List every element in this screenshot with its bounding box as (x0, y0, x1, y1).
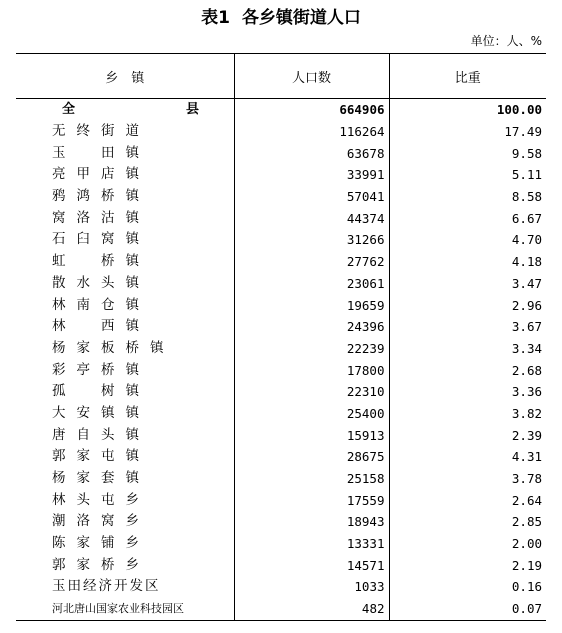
town-name: 潮洛窝乡 (52, 513, 150, 530)
town-name: 郭家屯镇 (52, 448, 150, 465)
share-value: 2.19 (389, 554, 546, 576)
population-value: 15913 (234, 424, 389, 446)
town-name: 杨家板桥镇 (52, 339, 175, 356)
population-value: 17800 (234, 359, 389, 381)
population-value: 482 (234, 598, 389, 620)
population-value: 1033 (234, 576, 389, 598)
town-name: 玉 田镇 (52, 144, 150, 161)
page-title (0, 6, 562, 30)
town-name: 唐自头镇 (52, 426, 150, 443)
town-name: 彩亭桥镇 (52, 361, 150, 378)
share-value: 9.58 (389, 142, 546, 164)
total-label-right: 县 (186, 102, 200, 117)
population-value: 23061 (234, 273, 389, 295)
town-name: 孤 树镇 (52, 383, 150, 400)
table-row (16, 533, 546, 555)
share-value: 6.67 (389, 207, 546, 229)
header-population: 人口数 (234, 54, 389, 99)
unit-note: 单位：人、% (470, 34, 542, 48)
town-name: 散水头镇 (52, 274, 150, 291)
table-row (16, 446, 546, 468)
table-row (16, 511, 546, 533)
total-label-left: 全 (62, 102, 76, 117)
table-row (16, 186, 546, 208)
share-value: 3.34 (389, 338, 546, 360)
town-name: 窝洛沽镇 (52, 209, 150, 226)
share-value: 0.07 (389, 598, 546, 620)
population-value: 14571 (234, 554, 389, 576)
town-name: 亮甲店镇 (52, 166, 150, 183)
share-value: 4.18 (389, 251, 546, 273)
share-value: 2.64 (389, 489, 546, 511)
share-value: 2.85 (389, 511, 546, 533)
population-value: 57041 (234, 186, 389, 208)
share-value: 2.39 (389, 424, 546, 446)
table-row (16, 598, 546, 620)
town-name: 鸦鸿桥镇 (52, 188, 150, 205)
share-value: 4.70 (389, 229, 546, 251)
population-value: 116264 (234, 121, 389, 143)
table-title: 各乡镇街道人口 (241, 8, 361, 28)
town-name: 林头屯乡 (52, 491, 150, 508)
total-share: 100.00 (389, 99, 546, 121)
table-row (16, 273, 546, 295)
population-value: 44374 (234, 207, 389, 229)
share-value: 3.36 (389, 381, 546, 403)
town-name: 林 西镇 (52, 318, 150, 335)
share-value: 5.11 (389, 164, 546, 186)
table-row (16, 338, 546, 360)
share-value: 2.00 (389, 533, 546, 555)
header-row (16, 54, 546, 99)
header-share: 比重 (389, 54, 546, 99)
share-value: 8.58 (389, 186, 546, 208)
town-name: 大安镇镇 (52, 404, 150, 421)
population-value: 25158 (234, 468, 389, 490)
table-row (16, 251, 546, 273)
population-value: 31266 (234, 229, 389, 251)
town-name: 虹 桥镇 (52, 253, 150, 270)
table-row (16, 294, 546, 316)
total-row (16, 99, 546, 121)
town-name: 河北唐山国家农业科技园区 (16, 598, 234, 620)
population-value: 27762 (234, 251, 389, 273)
header-town: 乡 镇 (16, 54, 234, 99)
table-row (16, 468, 546, 490)
population-value: 18943 (234, 511, 389, 533)
table-row (16, 554, 546, 576)
table-row (16, 381, 546, 403)
table-row (16, 403, 546, 425)
population-value: 24396 (234, 316, 389, 338)
town-name: 玉田经济开发区 (52, 578, 161, 595)
share-value: 17.49 (389, 121, 546, 143)
town-name: 陈家铺乡 (52, 535, 150, 552)
table-row (16, 576, 546, 598)
total-population: 664906 (234, 99, 389, 121)
population-value: 19659 (234, 294, 389, 316)
population-value: 17559 (234, 489, 389, 511)
table-row (16, 424, 546, 446)
population-value: 13331 (234, 533, 389, 555)
share-value: 3.82 (389, 403, 546, 425)
table-row (16, 142, 546, 164)
table-row (16, 207, 546, 229)
share-value: 2.68 (389, 359, 546, 381)
total-name-cell (16, 99, 234, 121)
table-row (16, 121, 546, 143)
table-row (16, 164, 546, 186)
population-table (16, 53, 546, 621)
town-name: 无终街道 (52, 123, 150, 140)
table-row (16, 489, 546, 511)
population-value: 33991 (234, 164, 389, 186)
share-value: 3.78 (389, 468, 546, 490)
population-value: 25400 (234, 403, 389, 425)
table-row (16, 359, 546, 381)
share-value: 3.47 (389, 273, 546, 295)
town-name: 林南仓镇 (52, 296, 150, 313)
population-value: 22310 (234, 381, 389, 403)
table-row (16, 229, 546, 251)
table-row (16, 316, 546, 338)
share-value: 3.67 (389, 316, 546, 338)
share-value: 0.16 (389, 576, 546, 598)
town-name: 石臼窝镇 (52, 231, 150, 248)
population-value: 22239 (234, 338, 389, 360)
share-value: 4.31 (389, 446, 546, 468)
population-value: 63678 (234, 142, 389, 164)
population-value: 28675 (234, 446, 389, 468)
town-name: 杨家套镇 (52, 470, 150, 487)
table-number: 表1 (201, 8, 230, 28)
town-name: 郭家桥乡 (52, 556, 150, 573)
share-value: 2.96 (389, 294, 546, 316)
